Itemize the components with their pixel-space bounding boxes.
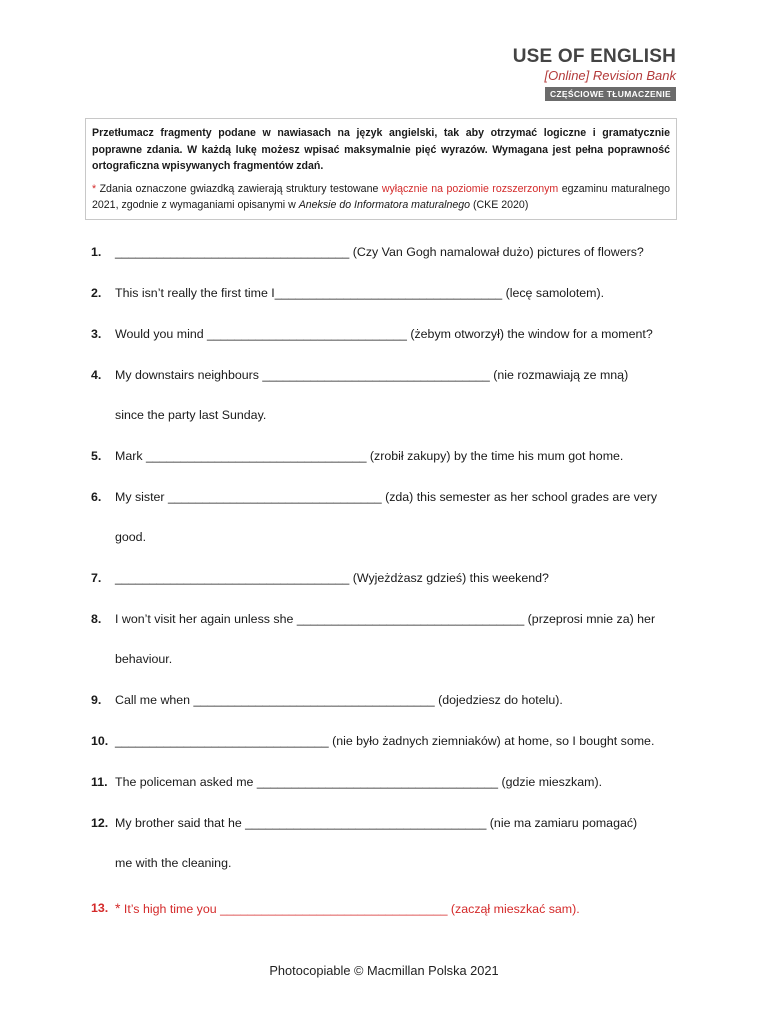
instructions-box [85,118,677,220]
exercise-text-body: It’s high time you _________________________________ (zaczął mieszkać sam). [120,902,580,916]
exercise-text-continued: behaviour. [115,652,173,666]
exercise-text: _______________________________ (nie było żadnych ziemniaków) at home, so I bought some. [115,734,655,748]
star-marker: * [115,900,121,916]
exercise-text: Would you mind _____________________________ (żebym otworzył) the window for a moment? [115,327,653,341]
exercise-item-2 [91,284,691,302]
exercise-number: 6. [91,490,102,504]
exercise-item-7 [91,569,691,587]
exercise-number: 2. [91,286,102,300]
header-subtitle [476,68,676,84]
header-badge: CZĘŚCIOWE TŁUMACZENIE [545,87,676,101]
exercise-text: This isn’t really the first time I_________________________________ (lecę samolotem). [115,286,605,300]
note-red: wyłącznie na poziomie rozszerzonym [381,182,559,195]
exercise-text: I won’t visit her again unless she _________________________________ (przeprosi mnie za) her [115,612,656,626]
exercise-item-5 [91,447,691,465]
exercise-item-13 [91,899,691,918]
exercise-number: 8. [91,612,102,626]
exercise-text: My brother said that he ___________________________________ (nie ma zamiaru pomagać) [115,816,638,830]
exercise-text: The policeman asked me ___________________________________ (gdzie mieszkam). [115,775,603,789]
header-title: USE OF ENGLISH [512,46,676,67]
exercise-item-3 [91,325,691,343]
exercise-text-continued: me with the cleaning. [115,856,232,870]
exercise-item-6 [91,488,691,546]
exercise-number: 4. [91,368,102,382]
exercise-text-continued: since the party last Sunday. [115,408,267,422]
exercise-item-9 [91,691,691,709]
exercise-number: 3. [91,327,102,341]
exercise-number: 13. [91,901,109,915]
footer-copyright: Photocopiable © Macmillan Polska 2021 [269,963,499,978]
exercise-text: __________________________________ (Czy Van Gogh namalował dużo) pictures of flowers? [115,245,644,259]
exercise-item-12 [91,814,691,872]
instructions-main: Przetłumacz fragmenty podane w nawiasach na język angielski, tak aby otrzymać logiczne i gramatycznie poprawne zdania. W każdą lukę możesz wpisać maksymalnie pięć wyrazów. Wymagana jest pełna poprawność ortograficzna wpisywanych fragmentów zdań. [92,127,670,172]
exercise-number: 5. [91,449,102,463]
exercise-item-4 [91,366,691,424]
note-star: * [92,182,97,195]
note-part3: (CKE 2020) [470,199,529,211]
exercise-text: Mark ________________________________ (zrobił zakupy) by the time his mum got home. [115,449,624,463]
instructions-note [92,181,670,214]
note-part2: egzaminu maturalnego 2021, zgodnie z wymaganiami opisanymi w [92,182,670,211]
exercise-number: 7. [91,571,102,585]
exercise-text: My sister _______________________________ (zda) this semester as her school grades are very [115,490,658,504]
header-subtitle-rest: Revision Bank [589,68,676,83]
note-part1: Zdania oznaczone gwiazdką zawierają struktury testowane [96,182,382,195]
exercise-text [115,899,691,918]
exercise-text: Call me when ___________________________________ (dojedziesz do hotelu). [115,693,563,707]
header-subtitle-bracket: [Online] [544,68,590,83]
exercise-list [91,243,691,918]
exercise-item-11 [91,773,691,791]
header [476,46,676,102]
exercise-item-8 [91,610,691,668]
exercise-number: 11. [91,775,108,789]
exercise-text: __________________________________ (Wyjeżdżasz gdzieś) this weekend? [115,571,549,585]
exercise-text-continued: good. [115,530,147,544]
note-italic: Aneksie do Informatora maturalnego [298,199,471,211]
exercise-number: 10. [91,734,109,748]
exercise-item-10 [91,732,691,750]
exercise-item-1 [91,243,691,261]
exercise-number: 1. [91,245,102,259]
exercise-number: 12. [91,816,109,830]
exercise-number: 9. [91,693,102,707]
exercise-text: My downstairs neighbours _________________________________ (nie rozmawiają ze mną) [115,368,629,382]
